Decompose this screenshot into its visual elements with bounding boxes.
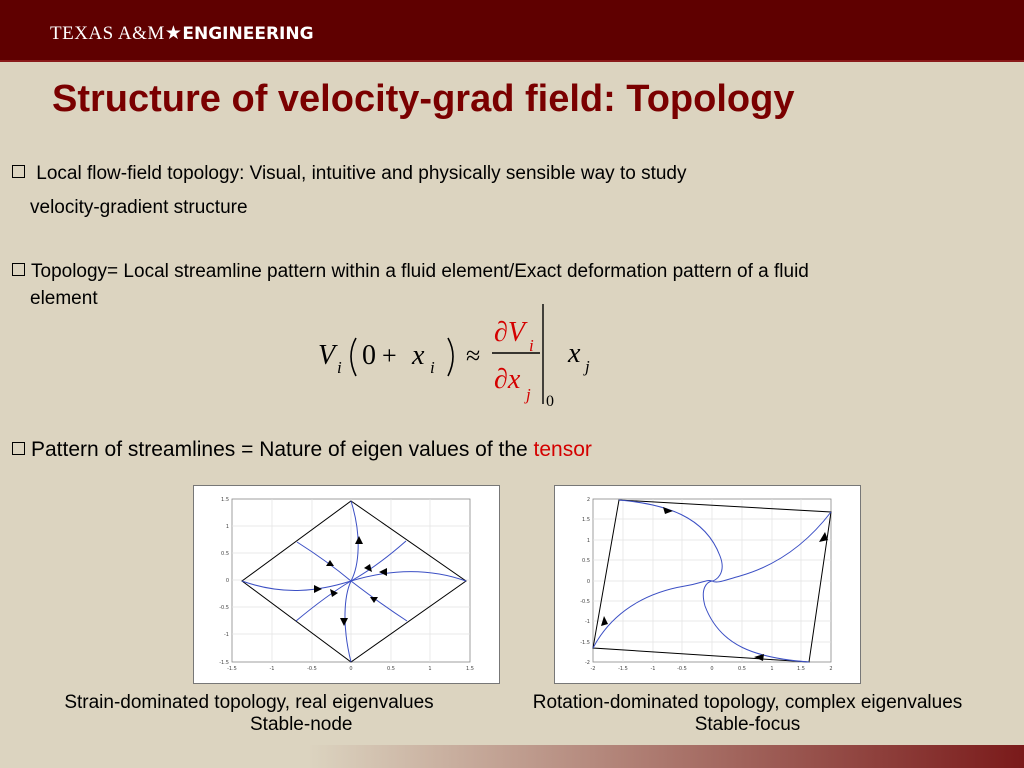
eq-plus: + <box>382 341 397 370</box>
checkbox-bullet-icon <box>12 165 25 178</box>
y-tick: 1.5 <box>221 497 229 503</box>
x-tick: 0 <box>710 666 714 672</box>
x-tick: -0.5 <box>677 666 687 672</box>
logo-text-engineering: ENGINEERING <box>182 24 314 44</box>
eq-sub-i2: i <box>430 358 435 377</box>
x-tick: -0.5 <box>307 666 317 672</box>
y-tick: 2 <box>586 497 590 503</box>
y-tick: 0.5 <box>582 558 590 564</box>
eq-partial-V: ∂V <box>494 317 525 348</box>
y-tick: -2 <box>585 660 590 666</box>
eq-x: x <box>412 340 425 371</box>
y-tick: 1.5 <box>582 517 590 523</box>
bullet-3 <box>12 438 592 462</box>
stable-focus-plot <box>554 485 861 684</box>
eq-x-j: x <box>568 338 581 369</box>
figure-1-caption-line2: Stable-node <box>250 714 353 735</box>
checkbox-bullet-icon <box>12 263 25 276</box>
x-tick: 0 <box>349 666 353 672</box>
figure-1-caption <box>20 692 478 736</box>
bullet-3-text: Pattern of streamlines = Nature of eigen values of the <box>31 438 534 461</box>
slide-title: Structure of velocity-grad field: Topology <box>52 78 795 120</box>
x-tick: 1.5 <box>466 666 474 672</box>
y-tick: 0 <box>225 578 229 584</box>
y-tick: 0 <box>586 579 590 585</box>
logo-text-main: TEXAS A&M <box>50 23 165 44</box>
y-tick: -1.5 <box>580 640 590 646</box>
eq-partial-x-sub: j <box>526 385 531 404</box>
eq-V: V <box>318 340 336 371</box>
bullet-1-continuation: velocity-gradient structure <box>30 197 248 218</box>
figure-2-caption <box>485 692 1010 736</box>
bullet-2-text: Topology= Local streamline pattern within a fluid element/Exact deformation pattern of a fluid <box>31 261 809 282</box>
x-tick: 2 <box>829 666 833 672</box>
eq-approx: ≈ <box>466 341 481 370</box>
figure-2-caption-line1: Rotation-dominated topology, complex eigenvalues <box>532 692 963 713</box>
eq-zero: 0 <box>362 340 376 371</box>
stable-node-plot <box>193 485 500 684</box>
y-tick: -0.5 <box>219 605 229 611</box>
eq-sub-j: j <box>585 357 590 376</box>
x-tick: 0.5 <box>387 666 395 672</box>
x-tick: -2 <box>590 666 596 672</box>
y-tick: -1.5 <box>219 660 229 666</box>
x-tick: 0.5 <box>738 666 746 672</box>
bullet-2 <box>12 261 809 283</box>
x-tick: 1.5 <box>797 666 805 672</box>
velocity-gradient-equation <box>316 300 626 412</box>
y-tick: 1 <box>586 538 590 544</box>
figure-1-caption-line1: Strain-dominated topology, real eigenvalues <box>64 692 434 713</box>
bullet-3-highlight: tensor <box>533 438 592 461</box>
eq-partial-x: ∂x <box>494 364 521 395</box>
eq-sub-i: i <box>337 358 342 377</box>
bullet-1-text: Local flow-field topology: Visual, intuitive and physically sensible way to study <box>36 163 687 184</box>
bullet-1 <box>12 163 687 185</box>
y-tick: 0.5 <box>221 551 229 557</box>
x-tick: 1 <box>428 666 432 672</box>
y-tick: -1 <box>224 632 229 638</box>
x-tick: 1 <box>770 666 774 672</box>
figure-2-caption-line2: Stable-focus <box>694 714 801 735</box>
x-tick: -1 <box>269 666 275 672</box>
star-icon: ★ <box>164 23 183 44</box>
x-tick: -1.5 <box>227 666 237 672</box>
bullet-2-continuation: element <box>30 288 98 309</box>
eq-eval-zero: 0 <box>546 393 554 410</box>
y-tick: -1 <box>585 619 590 625</box>
footer-bar <box>0 745 1024 768</box>
x-tick: -1 <box>650 666 656 672</box>
y-tick: -0.5 <box>580 599 590 605</box>
x-tick: -1.5 <box>618 666 628 672</box>
header-bar <box>0 0 1024 62</box>
checkbox-bullet-icon <box>12 442 25 455</box>
tamu-engineering-logo <box>50 22 314 45</box>
y-tick: 1 <box>225 524 229 530</box>
eq-partial-V-sub: i <box>529 336 534 355</box>
